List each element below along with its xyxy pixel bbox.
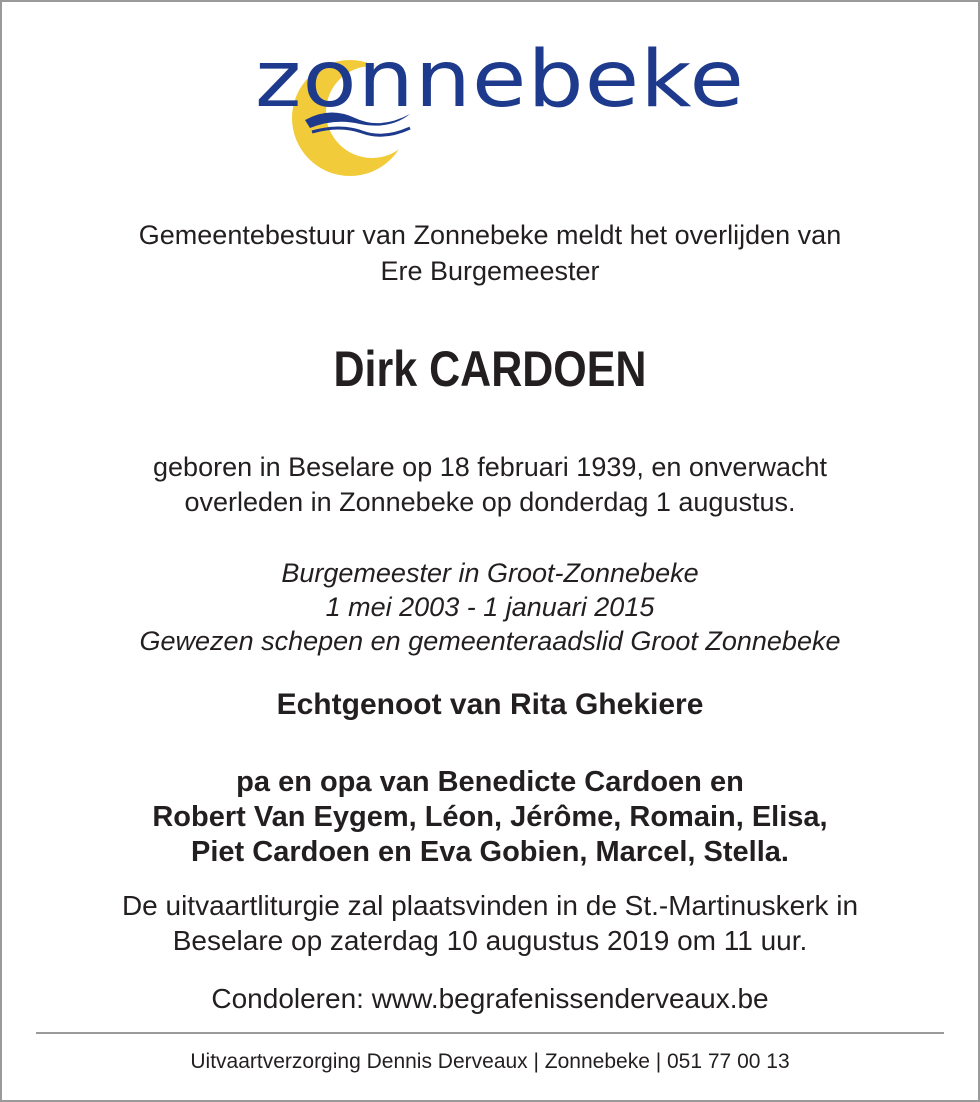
born-line-2: overleden in Zonnebeke op donderdag 1 augustus. [184,487,796,517]
deceased-name: Dirk CARDOEN [333,341,647,397]
zonnebeke-logo [250,28,750,178]
role-line-2: 1 mei 2003 - 1 januari 2015 [325,592,655,622]
spouse-line: Echtgenoot van Rita Ghekiere [276,688,704,721]
family-line-1: pa en opa van Benedicte Cardoen en [236,766,744,798]
intro-line-2: Ere Burgemeester [380,256,600,286]
condolences-line: Condoleren: www.begrafenissenderveaux.be [211,983,769,1014]
intro-line-1: Gemeentebestuur van Zonnebeke meldt het overlijden van [138,220,842,250]
funeral-line-2: Beselare op zaterdag 10 augustus 2019 om 11 uur. [172,925,808,956]
logo-wordmark: zonnebeke [255,35,745,125]
footer-text: Uitvaartverzorging Dennis Derveaux | Zonnebeke | 051 77 00 13 [190,1050,790,1073]
role-line-1: Burgemeester in Groot-Zonnebeke [281,558,699,588]
family-line-3: Piet Cardoen en Eva Gobien, Marcel, Stella. [191,836,789,868]
zonnebeke-logo-graphic [250,28,750,178]
footer-divider [36,1032,944,1034]
role-line-3: Gewezen schepen en gemeenteraadslid Groot Zonnebeke [139,626,841,656]
family-line-2: Robert Van Eygem, Léon, Jérôme, Romain, Elisa, [152,801,828,833]
born-line-1: geboren in Beselare op 18 februari 1939, en onverwacht [153,452,827,482]
funeral-line-1: De uitvaartliturgie zal plaatsvinden in de St.-Martinuskerk in [121,890,859,921]
